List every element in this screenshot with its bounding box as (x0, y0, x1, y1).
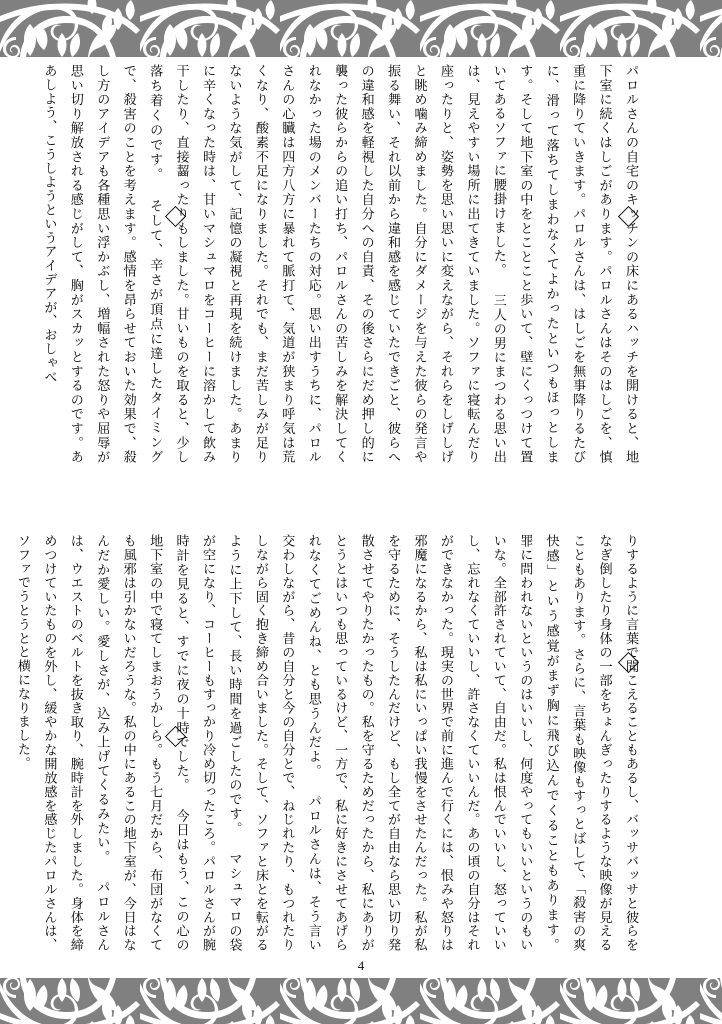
bottom-border-ornament (0, 978, 722, 1024)
body-text-lower: りするように言葉で聞こえることもあるし、バッサバッサと彼らをなぎ倒したり身体の一部をちょんぎったりするような映像が見えることもあります。さらに、言葉も映像もすっとばして、「殺害の爽快感」という感覚がまず胸に飛び込んでくることもあります。 罪に問われないというのはいいし、何度やってもいいというのもいいな。全部許されていて、自由だ。私は恨んでいいし、怒っていいし、忘れなくていいし、許さなくていいんだ。あの頃の自分はそれができなかった。現実の世界で前に進んで行くには、恨みや怒りは邪魔になるから、私は私にいっぱい我慢をさせたんだった。私が私を守るために、そうしたんだけど、もし全てが自由なら思い切り発散させてやりたかったもの。私を守るためだったから、私にありがとうとはいつも思っているけど、一方で、私に好きにさせてあげられなくてごめんね、とも思うんだよ。 パロルさんは、そう言い交わしながら、昔の自分と今の自分とで、ねじれたり、もつれたりしながら固く抱き締め合いました。そして、ソファと床とを転がるように上下して、長い時間を過ごしたのです。 マシュマロの袋が空になり、コーヒーもすっかり冷め切ったころ。パロルさんが腕時計を見ると、すでに夜の十時でした。 今日はもう、この心の地下室の中で寝てしまおうかしら。もう七月だから、布団がなくても風邪は引かないだろうな。私の中にあるこの地下室が、今日はなんだか愛しい。愛しさが、込み上げてくるみたい。 パロルさんは、ウエストのベルトを抜き取り、腕時計を外しました。身体を締めつけていたものを外し、緩やかな開放感を感じたパロルさんは、ソファでうとうとと横になりました。 (15, 534, 639, 952)
top-border-ornament (0, 0, 722, 57)
page-number: 4 (357, 958, 365, 973)
body-text-upper: パロルさんの自宅のキッチンの床にあるハッチを開けると、地下室に続くはしごがあります。パロルさんはそのはしごを、慎重に降りていきます。パロルさんは、はしごを無事降りるたびに、滑って落ちてしまわなくてよかったといつもほっとします。そして地下室の中をとことこと歩いて、壁にくっつけて置いてあるソファに腰掛けました。 三人の男にまつわる思い出は、見えやすい場所に出てきていました。ソファに寝転んだり座ったりと、姿勢を思い思いに変えながら、それらをしげしげと眺め噛み締めました。自分にダメージを与えた彼らの発言や振る舞い、それ以前から違和感を感じていたできごと、彼らへの違和感を軽視した自分への自責、その後さらにだめ押し的に襲った彼らからの追い打ち、パロルさんの苦しみを解決してくれなかった場のメンバーたちの対応。思い出すうちに、パロルさんの心臓は四方八方に暴れて脈打て、気道が狭まり呼気は荒くなり、酸素不足になりました。それでも、まだ苦しみが足りないような気がして、記憶の凝視と再現を続けました。あまりに辛くなった時は、甘いマシュマロをコーヒーに溶かして飲み干したり、直接齧ったりもしました。甘いものを取ると、少し落ち着くのです。 そして、辛さが頂点に達したタイミングで、殺害のことを考えます。感情を昂らせておいた効果で、殺し方のアイデアも各種思い浮かぶし、増幅された怒りや屈辱が思い切り解放される感じがして、胸がスカッとするのです。ああしよう、こうしようというアイデアが、おしゃべ (42, 64, 639, 464)
